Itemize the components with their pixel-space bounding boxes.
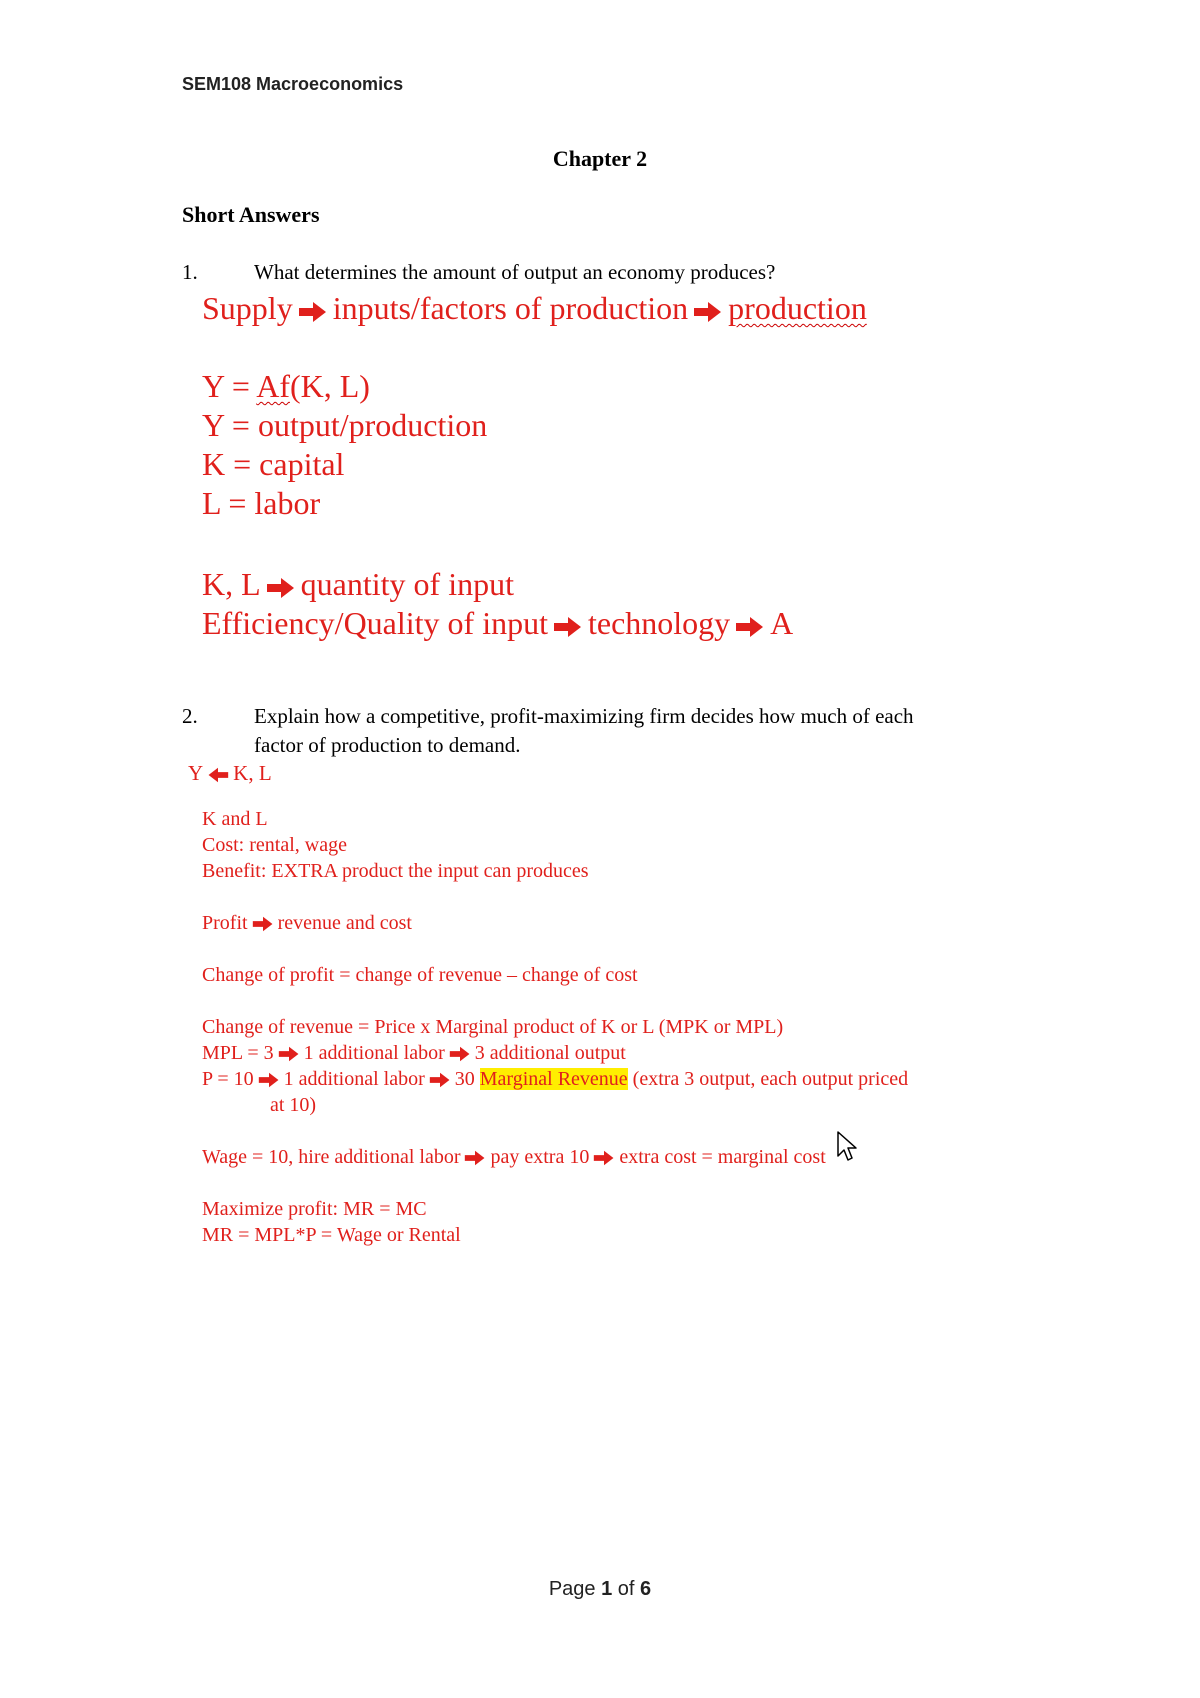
page-footer: Page 1 of 6 [548, 1578, 652, 1600]
equation-production-function: Y = Af(K, L) [202, 368, 370, 404]
q1-efficiency-line [202, 605, 793, 642]
left-arrow-icon [207, 767, 229, 783]
document-header: SEM108 Macroeconomics [182, 74, 404, 94]
marginal-revenue-highlight: Marginal Revenue [479, 1068, 628, 1090]
right-arrow-icon [593, 1150, 615, 1166]
right-arrow-icon [736, 616, 764, 638]
q1-supply-line [202, 290, 867, 327]
note-benefit: Benefit: EXTRA product the input can produces [202, 860, 589, 882]
equation-output: Y = output/production [202, 407, 488, 443]
note-change-of-revenue: Change of revenue = Price x Marginal product of K or L (MPK or MPL) [202, 1016, 784, 1038]
right-arrow-icon [267, 577, 295, 599]
a-text: A [770, 605, 794, 641]
section-heading: Short Answers [182, 202, 320, 227]
note-mpl: MPL = 3 1 additional labor 3 additional output [202, 1042, 626, 1064]
note-profit: Profit revenue and cost [202, 912, 412, 934]
supply-text: Supply [202, 290, 293, 326]
question-2-text-line-1: Explain how a competitive, profit-maximizing firm decides how much of each [254, 704, 914, 728]
efficiency-text: Efficiency/Quality of input [202, 605, 548, 641]
right-arrow-icon [278, 1046, 300, 1062]
right-arrow-icon [449, 1046, 471, 1062]
question-2-number: 2. [182, 704, 198, 728]
note-price: P = 10 1 additional labor 30 Marginal Revenue (extra 3 output, each output priced [202, 1068, 909, 1090]
equation-labor: L = labor [202, 485, 321, 521]
right-arrow-icon [429, 1072, 451, 1088]
note-k-and-l: K and L [202, 808, 268, 830]
right-arrow-icon [299, 301, 327, 323]
question-2-text-line-2: factor of production to demand. [254, 733, 521, 757]
q1-quantity-line [202, 566, 514, 603]
note-cost: Cost: rental, wage [202, 834, 347, 856]
inputs-text: inputs/factors of production [332, 290, 689, 326]
note-price-cont: at 10) [270, 1094, 317, 1116]
right-arrow-icon [258, 1072, 280, 1088]
right-arrow-icon [464, 1150, 486, 1166]
note-change-of-profit: Change of profit = change of revenue – change of cost [202, 964, 638, 986]
note-maximize-profit: Maximize profit: MR = MC [202, 1198, 427, 1220]
chapter-title: Chapter 2 [552, 146, 648, 171]
right-arrow-icon [554, 616, 582, 638]
kl-text: K, L [202, 566, 261, 602]
note-mr-equation: MR = MPL*P = Wage or Rental [202, 1224, 461, 1246]
equation-capital: K = capital [202, 446, 345, 482]
right-arrow-icon [694, 301, 722, 323]
technology-text: technology [587, 605, 731, 641]
note-wage: Wage = 10, hire additional labor pay extra 10 extra cost = marginal cost [202, 1146, 826, 1168]
right-arrow-icon [252, 916, 274, 932]
quantity-text: quantity of input [300, 566, 514, 602]
question-1-number: 1. [182, 260, 198, 284]
question-1-text: What determines the amount of output an economy produces? [254, 260, 776, 284]
production-text: production [728, 290, 867, 326]
y-from-kl: Y K, L [188, 761, 272, 785]
mouse-cursor-icon [836, 1130, 858, 1162]
